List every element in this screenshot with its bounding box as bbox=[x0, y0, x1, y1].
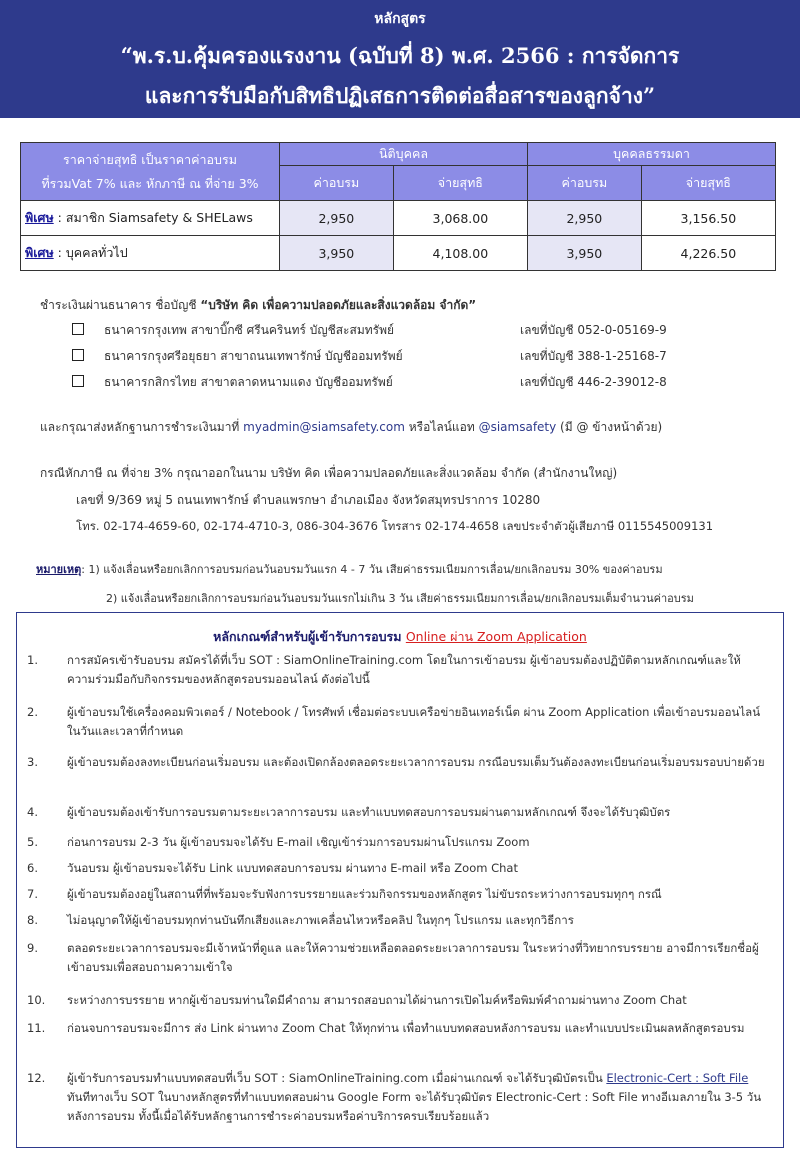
bank-account: เลขที่บัญชี 446-2-39012-8 bbox=[520, 375, 667, 389]
rule-text: ผู้เข้าอบรมต้องอยู่ในสถานที่ที่พร้อมจะรับฟังการบรรยายและร่วมกิจกรรมของหลักสูตร ไม่ขับรถระหว่างการอบรมทุกๆ กรณี bbox=[67, 887, 662, 901]
rule-number: 6. bbox=[27, 861, 38, 875]
rule-number: 8. bbox=[27, 913, 38, 927]
col-individual-net: จ่ายสุทธิ bbox=[641, 166, 775, 201]
rule-number: 11. bbox=[27, 1021, 46, 1035]
course-title-line1: “พ.ร.บ.คุ้มครองแรงงาน (ฉบับที่ 8) พ.ศ. 2566 : การจัดการ bbox=[120, 43, 680, 68]
group-juristic: นิติบุคคล bbox=[280, 143, 528, 166]
price-note bbox=[21, 143, 280, 201]
rule-text: วันอบรม ผู้เข้าอบรมจะได้รับ Link แบบทดสอบการอบรม ผ่านทาง E-mail หรือ Zoom Chat bbox=[67, 861, 518, 875]
bank-name: ธนาคารกรุงเทพ สาขาบิ๊กซี ศรีนครินทร์ บัญชีสะสมทรัพย์ bbox=[104, 323, 395, 337]
rule-number: 2. bbox=[27, 705, 38, 719]
account-name: “บริษัท คิด เพื่อความปลอดภัยและสิ่งแวดล้อม จำกัด” bbox=[200, 298, 477, 312]
rules-box bbox=[16, 612, 784, 1148]
row-label bbox=[21, 236, 280, 271]
tax-line3: โทร. 02-174-4659-60, 02-174-4710-3, 086-304-3676 โทรสาร 02-174-4658 เลขประจำตัวผู้เสียภาษี 0115545009131 bbox=[76, 519, 714, 533]
note-label: หมายเหตุ bbox=[36, 563, 82, 576]
juristic-fee-cell: 2,950 bbox=[280, 201, 394, 236]
course-title-line2: และการรับมือกับสิทธิปฏิเสธการติดต่อสื่อสารของลูกจ้าง” bbox=[144, 83, 656, 108]
evidence-email-link[interactable]: myadmin@siamsafety.com bbox=[243, 420, 405, 434]
rule-number: 7. bbox=[27, 887, 38, 901]
individual-fee-cell: 3,950 bbox=[527, 236, 641, 271]
rule-text: ตลอดระยะเวลาการอบรมจะมีเจ้าหน้าที่ดูแล และให้ความช่วยเหลือตลอดระยะเวลาการอบรม ในระหว่างที่วิทยากรบรรยาย อาจมีการเรียกชื่อผู้เข้าอบรมเพื่อสอบถามความเข้าใจ bbox=[67, 941, 759, 974]
bank-account: เลขที่บัญชี 052-0-05169-9 bbox=[520, 323, 667, 337]
juristic-net-cell: 3,068.00 bbox=[393, 201, 527, 236]
juristic-fee-cell: 3,950 bbox=[280, 236, 394, 271]
bank-name: ธนาคารกรุงศรีอยุธยา สาขาถนนเทพารักษ์ บัญชีออมทรัพย์ bbox=[104, 349, 403, 363]
tax-line1: กรณีหักภาษี ณ ที่จ่าย 3% กรุณาออกในนาม บริษัท คิด เพื่อความปลอดภัยและสิ่งแวดล้อม จำกัด (สำนักงานใหญ่) bbox=[40, 466, 618, 480]
juristic-net-cell: 4,108.00 bbox=[393, 236, 527, 271]
evidence-line-id[interactable]: @siamsafety bbox=[478, 420, 557, 434]
course-kicker: หลักสูตร bbox=[374, 11, 426, 27]
rules-title-online: Online ผ่าน Zoom Application bbox=[405, 629, 587, 644]
header-banner bbox=[0, 0, 800, 118]
rule-text: ผู้เข้าอบรมใช้เครื่องคอมพิวเตอร์ / Notebook / โทรศัพท์ เชื่อมต่อระบบเครือข่ายอินเทอร์เน็ต ผ่าน Zoom Application เพื่อเข้าอบรมออนไลน์ในวันและเวลาที่กำหนด bbox=[67, 705, 761, 738]
bank-name: ธนาคารกสิกรไทย สาขาตลาดหนามแดง บัญชีออมทรัพย์ bbox=[104, 375, 393, 389]
rule-text: ไม่อนุญาตให้ผู้เข้าอบรมทุกท่านบันทึกเสียงและภาพเคลื่อนไหวหรือคลิป ในทุกๆ โปรแกรม และทุกวิธีการ bbox=[67, 913, 574, 927]
table-row bbox=[21, 236, 776, 271]
individual-net-cell: 3,156.50 bbox=[641, 201, 775, 236]
checkbox-icon bbox=[72, 375, 84, 387]
evidence-prefix: และกรุณาส่งหลักฐานการชำระเงินมาที่ bbox=[40, 420, 244, 434]
rules-title bbox=[17, 627, 783, 647]
rule-text: ระหว่างการบรรยาย หากผู้เข้าอบรมท่านใดมีคำถาม สามารถสอบถามได้ผ่านการเปิดไมค์หรือพิมพ์คำถามผ่านทาง Zoom Chat bbox=[67, 993, 687, 1007]
rule-text bbox=[67, 1069, 767, 1126]
col-individual-fee: ค่าอบรม bbox=[527, 166, 641, 201]
note-item2: 2) แจ้งเลื่อนหรือยกเลิกการอบรมก่อนวันอบรมวันแรกไม่เกิน 3 วัน เสียค่าธรรมเนียมการเลื่อน/ยกเลิกอบรมเต็มจำนวนค่าอบรม bbox=[106, 592, 694, 605]
rule-text: ก่อนจบการอบรมจะมีการ ส่ง Link ผ่านทาง Zoom Chat ให้ทุกท่าน เพื่อทำแบบทดสอบหลังการอบรม และทำแบบประเมินผลหลักสูตรอบรม bbox=[67, 1021, 745, 1035]
rule-number: 5. bbox=[27, 835, 38, 849]
rule-text: ผู้เข้าอบรมต้องเข้ารับการอบรมตามระยะเวลาการอบรม และทำแบบทดสอบการอบรมผ่านตามหลักเกณฑ์ จึงจะได้รับวุฒิบัตร bbox=[67, 805, 671, 819]
rule-text: ก่อนการอบรม 2-3 วัน ผู้เข้าอบรมจะได้รับ E-mail เชิญเข้าร่วมการอบรมผ่านโปรแกรม Zoom bbox=[67, 835, 530, 849]
payment-intro-prefix: ชำระเงินผ่านธนาคาร ชื่อบัญชี bbox=[40, 298, 201, 312]
price-note-line1: ราคาจ่ายสุทธิ เป็นราคาค่าอบรม bbox=[63, 151, 237, 167]
col-juristic-fee: ค่าอบรม bbox=[280, 166, 394, 201]
rule-number: 12. bbox=[27, 1071, 46, 1085]
special-tag: พิเศษ bbox=[25, 210, 54, 225]
rule-text-b: ทันทีทางเว็บ SOT ในบางหลักสูตรที่ทำแบบทดสอบผ่าน Google Form จะได้รับวุฒิบัตร Electronic-Cert : Soft File ทางอีเมลภายใน 3-5 วันหลังการอบรม ทั้งนี้เมื่อได้รับหลักฐานการชำระค่าอบรมหรือค่าบริการครบเรียบร้อยแล้ว bbox=[67, 1090, 762, 1123]
price-table bbox=[20, 142, 776, 271]
rule-number: 3. bbox=[27, 755, 38, 769]
group-individual: บุคคลธรรมดา bbox=[527, 143, 775, 166]
checkbox-icon bbox=[72, 349, 84, 361]
note-line1 bbox=[36, 560, 663, 578]
electronic-cert-link[interactable]: Electronic-Cert : Soft File bbox=[606, 1071, 749, 1085]
rule-text: การสมัครเข้ารับอบรม สมัครได้ที่เว็บ SOT : SiamOnlineTraining.com โดยในการเข้าอบรม ผู้เข้าอบรมต้องปฏิบัติตามหลักเกณฑ์และให้ความร่วมมือกับกิจกรรมของหลักสูตรอบรมออนไลน์ ดังต่อไปนี้ bbox=[67, 653, 741, 686]
rule-text-a: ผู้เข้ารับการอบรมทำแบบทดสอบที่เว็บ SOT : SiamOnlineTraining.com เมื่อผ่านเกณฑ์ จะได้รับวุฒิบัตรเป็น bbox=[67, 1071, 607, 1085]
special-tag: พิเศษ bbox=[25, 245, 54, 260]
tax-line2: เลขที่ 9/369 หมู่ 5 ถนนเทพารักษ์ ตำบลแพรกษา อำเภอเมือง จังหวัดสมุทรปราการ 10280 bbox=[76, 493, 541, 507]
evidence-line bbox=[40, 418, 662, 437]
rule-number: 9. bbox=[27, 941, 38, 955]
evidence-mid: หรือไลน์แอท bbox=[404, 420, 479, 434]
row-label-text: : บุคคลทั่วไป bbox=[53, 245, 128, 260]
price-note-line2: ที่รวมVat 7% และ หักภาษี ณ ที่จ่าย 3% bbox=[41, 175, 259, 191]
row-label-text: : สมาชิก Siamsafety & SHELaws bbox=[53, 210, 253, 225]
table-row bbox=[21, 201, 776, 236]
rule-text: ผู้เข้าอบรมต้องลงทะเบียนก่อนเริ่มอบรม และต้องเปิดกล้องตลอดระยะเวลาการอบรม กรณีอบรมเต็มวันต้องลงทะเบียนก่อนเริ่มอบรมรอบบ่ายด้วย bbox=[67, 755, 765, 769]
payment-intro bbox=[40, 296, 476, 315]
note-item1: : 1) แจ้งเลื่อนหรือยกเลิกการอบรมก่อนวันอบรมวันแรก 4 - 7 วัน เสียค่าธรรมเนียมการเลื่อน/ยกเลิกอบรม 30% ของค่าอบรม bbox=[81, 563, 663, 576]
rule-number: 10. bbox=[27, 993, 46, 1007]
rule-number: 1. bbox=[27, 653, 38, 667]
rule-number: 4. bbox=[27, 805, 38, 819]
checkbox-icon bbox=[72, 323, 84, 335]
bank-account: เลขที่บัญชี 388-1-25168-7 bbox=[520, 349, 667, 363]
rules-title-text: หลักเกณฑ์สำหรับผู้เข้ารับการอบรม bbox=[213, 629, 406, 644]
row-label bbox=[21, 201, 280, 236]
individual-fee-cell: 2,950 bbox=[527, 201, 641, 236]
evidence-suffix: (มี @ ข้างหน้าด้วย) bbox=[556, 420, 663, 434]
col-juristic-net: จ่ายสุทธิ bbox=[393, 166, 527, 201]
individual-net-cell: 4,226.50 bbox=[641, 236, 775, 271]
